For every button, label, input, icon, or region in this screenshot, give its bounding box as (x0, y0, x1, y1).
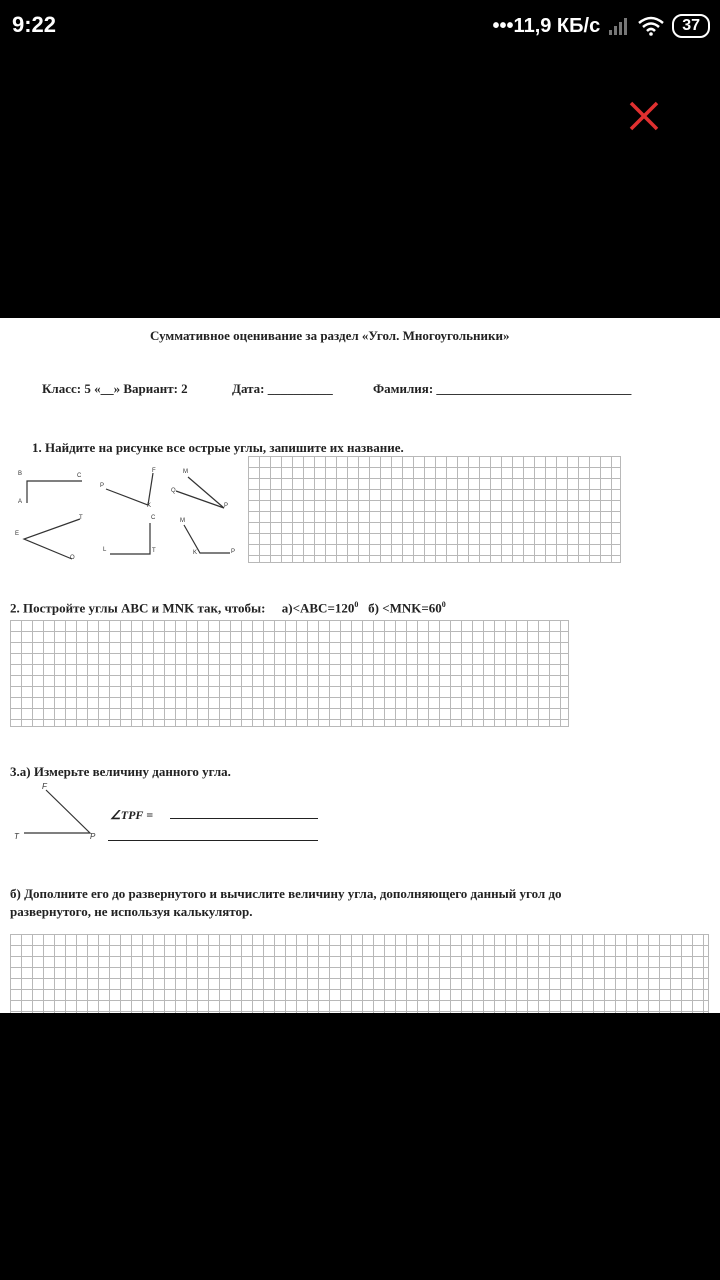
point-label: F (152, 468, 156, 474)
close-icon[interactable] (624, 96, 664, 136)
degree-superscript: 0 (354, 600, 359, 609)
point-label: O (70, 555, 75, 561)
point-label: T (79, 515, 83, 521)
battery-icon: 37 (672, 14, 710, 38)
degree-superscript: 0 (441, 600, 446, 609)
point-label: P (90, 832, 96, 841)
point-label: C (77, 473, 82, 479)
point-label: F (42, 782, 47, 791)
worksheet-title: Суммативное оценивание за раздел «Угол. Многоугольники» (150, 328, 510, 343)
surname-label: Фамилия: ______________________________ (373, 381, 632, 396)
status-indicators (493, 12, 710, 40)
point-label: C (151, 515, 156, 521)
point-label: A (18, 499, 23, 505)
worksheet-image (0, 318, 720, 1013)
answer-line (108, 840, 318, 841)
task-3b-answer-grid (10, 934, 709, 1013)
class-variant-label: Класс: 5 «__» Вариант: 2 (42, 381, 188, 396)
task-2-prefix: 2. Постройте углы ABC и MNK так, чтобы: (10, 600, 266, 616)
point-label: L (103, 547, 107, 553)
date-label: Дата: __________ (232, 381, 333, 396)
status-bar (0, 0, 720, 50)
point-label: T (14, 832, 19, 841)
task-2-a: а)<ABC=120 (281, 600, 355, 616)
point-label: P (231, 549, 236, 555)
point-label: B (18, 471, 23, 477)
point-label: E (15, 531, 20, 537)
answer-line (170, 818, 318, 819)
task-3a-text: 3.а) Измерьте величину данного угла. (10, 764, 231, 779)
network-speed: •••11,9 КБ/с (492, 14, 601, 37)
angle-tpf-figure (20, 780, 100, 840)
task-2-text (10, 600, 446, 616)
point-label: P (100, 483, 105, 489)
point-label: K (147, 503, 152, 509)
angle-tpf-label: ∠TPF = (110, 808, 154, 822)
status-time: 9:22 (12, 12, 57, 37)
task-1-text: 1. Найдите на рисунке все острые углы, запишите их название. (32, 440, 404, 455)
task-2-b: б) <MNK=60 (368, 600, 442, 616)
point-label: P (224, 503, 229, 509)
point-label: T (152, 548, 156, 554)
task-1-answer-grid (248, 456, 621, 563)
point-label: M (180, 518, 185, 524)
wifi-icon (638, 16, 664, 36)
task-3b-text-line-2: развернутого, не используя калькулятор. (10, 904, 253, 919)
point-label: Q (171, 488, 176, 494)
task-1-angles-figure (10, 465, 245, 565)
task-2-answer-grid (10, 620, 569, 727)
point-label: M (183, 469, 188, 475)
task-3b-text-line-1: б) Дополните его до развернутого и вычислите величину угла, дополняющего данный угол до (10, 886, 562, 901)
point-label: K (193, 550, 198, 556)
signal-icon (608, 16, 630, 36)
